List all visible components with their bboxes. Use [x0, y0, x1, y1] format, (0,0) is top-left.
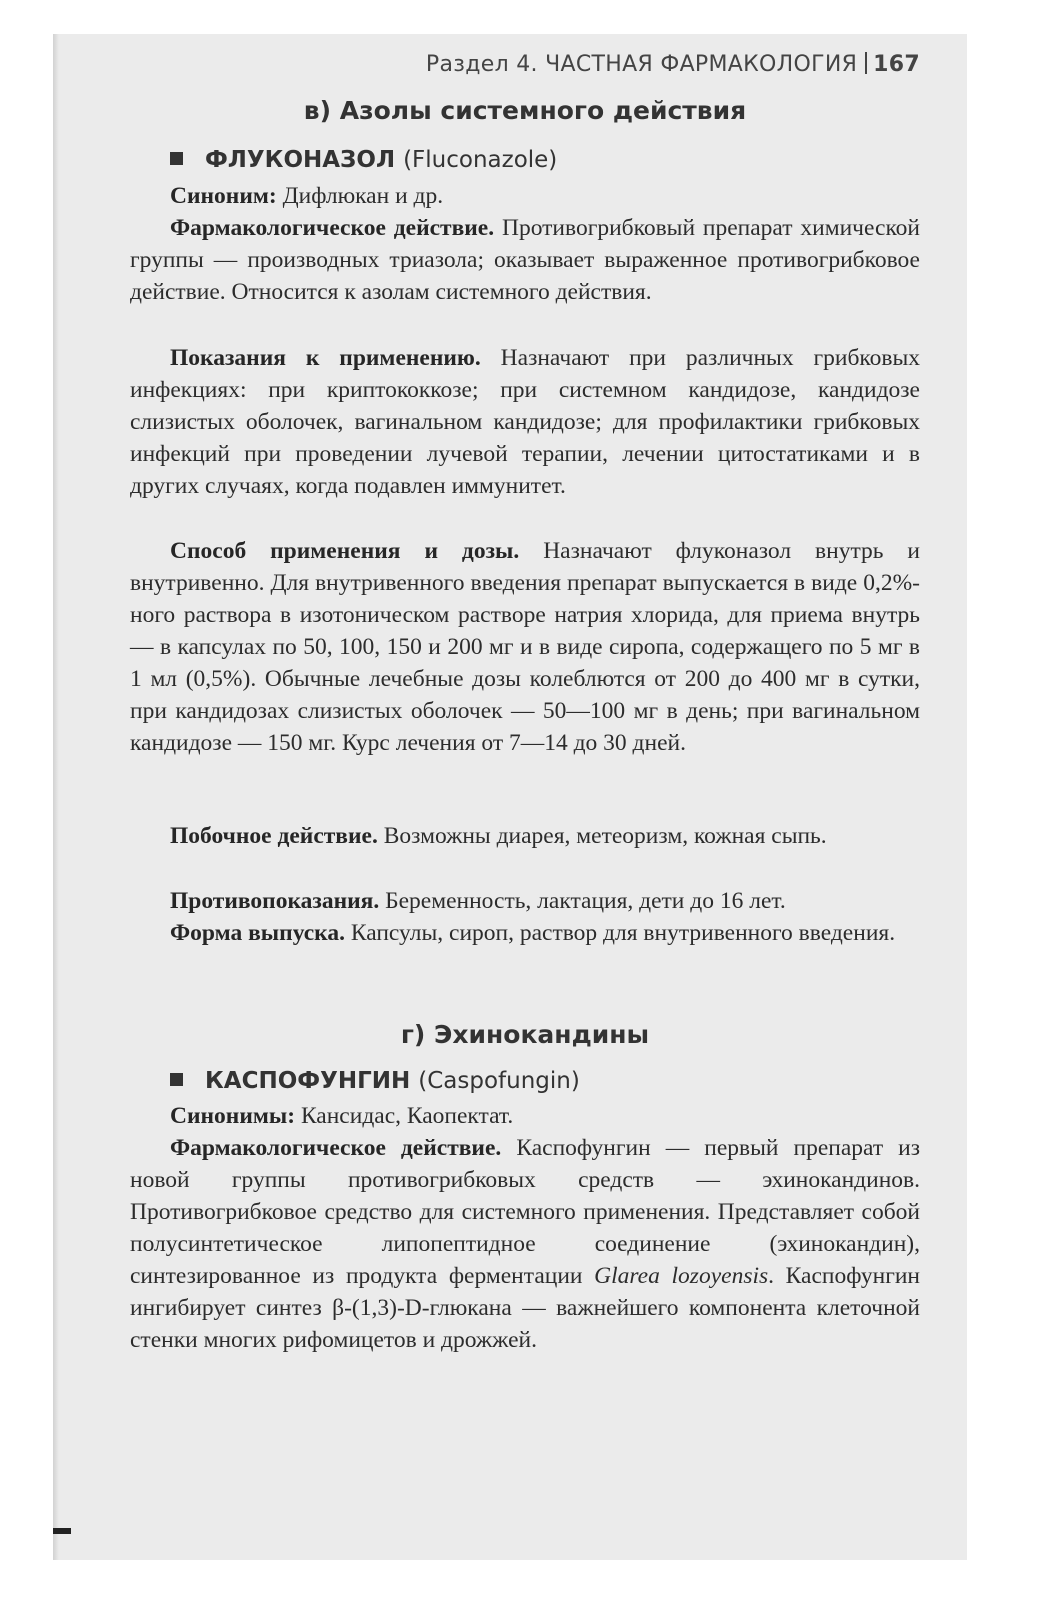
indications-text: Назначают при различных грибковых инфекциях: при криптококкозе; при системном кандидозе, кандидозе слизистых оболочек, вагинальном кандидозе; для профилактики грибковых инфекций при проведении лучевой терапии, лечении цитостатиками и в других случаях, когда подавлен иммунитет.: [130, 345, 921, 499]
action-label: Фармакологическое действие.: [170, 215, 495, 241]
side-effects-text: Возможны диарея, метеоризм, кожная сыпь.: [383, 823, 827, 849]
square-bullet-icon: [170, 1073, 183, 1086]
drug-latin-name: (Caspofungin): [418, 1068, 580, 1094]
synonyms-text: Кансидас, Каопектат.: [300, 1103, 514, 1129]
synonyms-paragraph: [130, 1100, 920, 1132]
side-effects-label: Побочное действие.: [170, 823, 378, 849]
drug-name: ФЛУКОНАЗОЛ: [205, 147, 396, 173]
drug-heading-fluconazole: [170, 147, 557, 173]
dosage-form-text: Капсулы, сироп, раствор для внутривенного введения.: [350, 920, 896, 946]
contraindications-label: Противопоказания.: [170, 888, 380, 914]
synonym-label: Синоним:: [170, 183, 277, 209]
synonyms-label: Синонимы:: [170, 1103, 296, 1129]
action-text: Противогрибковый препарат химической группы — производных триазола; оказывает выраженное противогрибковое действие. Относится к азолам системного действия.: [130, 215, 920, 305]
dosage-label: Способ применения и дозы.: [170, 538, 520, 564]
contraindications-text: Беременность, лактация, дети до 16 лет.: [385, 888, 786, 914]
action-text-continued: . Каспофунгин ингибирует синтез β-(1,3)-D-глюкана — важнейшего компонента клеточной стенки многих рифомицетов и дрожжей.: [130, 1263, 920, 1353]
indications-label: Показания к применению.: [170, 345, 481, 371]
page-number: 167: [873, 52, 920, 77]
scan-edge-mark: [53, 1528, 71, 1534]
dosage-text: Назначают флуконазол внутрь и внутривенно. Для внутривенного введения препарат выпускается в виде 0,2%-ного раствора в изотоническом растворе натрия хлорида, для приема внутрь — в капсулах по 50, 100, 150 и 200 мг и в виде сиропа, содержащего по 5 мг в 1 мл (0,5%). Обычные лечебные дозы колеблются от 200 до 400 мг в сутки, при кандидозах слизистых оболочек — 50—100 мг в день; при вагинальном кандидозе — 150 мг. Курс лечения от 7—14 до 30 дней.: [130, 538, 921, 756]
pharmacological-action-paragraph: [130, 212, 920, 308]
drug-name: КАСПОФУНГИН: [205, 1068, 411, 1094]
section-title-echinocandins: г) Эхинокандины: [400, 1020, 650, 1049]
synonym-text: Дифлюкан и др.: [282, 183, 444, 209]
running-title: Раздел 4. ЧАСТНАЯ ФАРМАКОЛОГИЯ: [425, 52, 858, 77]
caspofungin-action-paragraph: [130, 1132, 920, 1356]
dosage-form-label: Форма выпуска.: [170, 920, 345, 946]
running-header: [380, 52, 920, 77]
species-name: Glarea lozoyensis: [594, 1263, 769, 1289]
drug-heading-caspofungin: [170, 1068, 580, 1094]
action-label: Фармакологическое действие.: [170, 1135, 502, 1161]
page-gutter-shadow: [53, 34, 59, 1560]
side-effects-paragraph: [130, 820, 920, 852]
drug-latin-name: (Fluconazole): [403, 147, 558, 173]
square-bullet-icon: [170, 152, 183, 165]
indications-paragraph: [130, 342, 920, 502]
synonym-paragraph: [130, 180, 920, 212]
section-title-azoles: в) Азолы системного действия: [303, 96, 747, 125]
header-separator: [865, 52, 867, 74]
contraindications-paragraph: [130, 885, 920, 917]
dosage-form-paragraph: [130, 917, 920, 949]
action-text: Каспофунгин — первый препарат из новой группы противогрибковых средств — эхинокандинов. Противогрибковое средство для системного применения. Представляет собой полусинтетическое липопептидное соединение (эхинокандин), синтезированное из продукта ферментации: [130, 1135, 921, 1289]
dosage-paragraph: [130, 535, 920, 759]
